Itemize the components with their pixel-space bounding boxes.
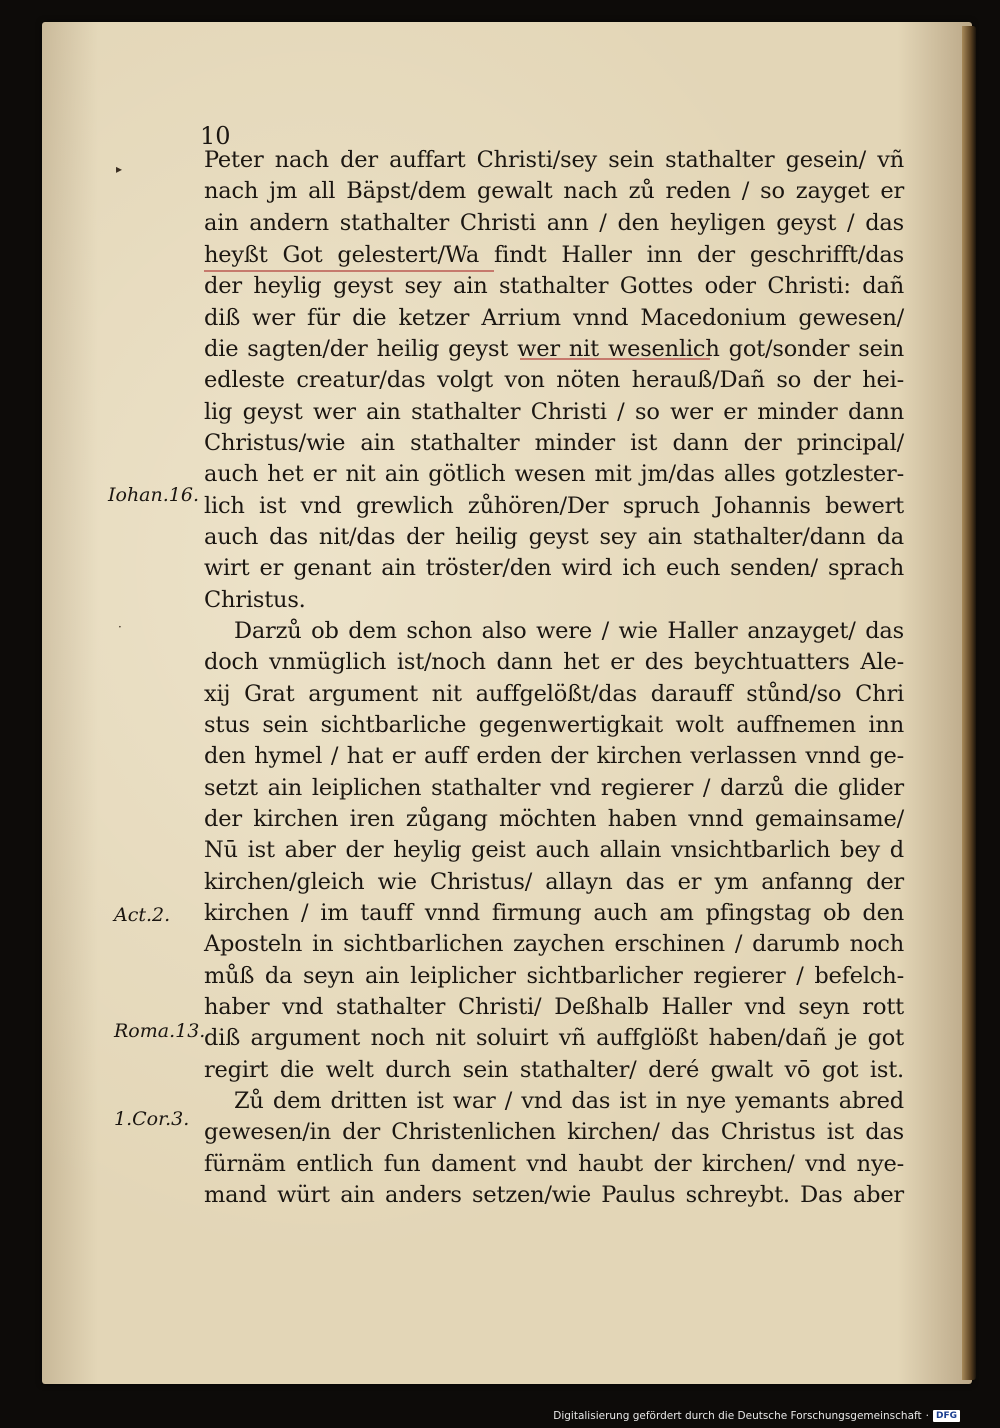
text-line: můß da seyn ain leiplicher sichtbarlicher regierer / befelch- <box>204 963 904 989</box>
text-line: Christus/wie ain stathalter minder ist dann der principal/ <box>204 430 904 456</box>
text-line: Darzů ob dem schon also were / wie Haller anzayget/ das <box>234 618 904 644</box>
text-line: fürnäm entlich fun dament vnd haubt der kirchen/ vnd nye- <box>204 1151 904 1177</box>
text-line: Christus. <box>204 587 306 613</box>
text-line: Nū ist aber der heylig geist auch allain vnsichtbarlich bey d <box>204 837 904 863</box>
margin-dot: ▸ <box>116 162 123 176</box>
text-line: regirt die welt durch sein stathalter/ deré gwalt vō got ist. <box>204 1057 904 1083</box>
text-line: diß argument noch nit soluirt vñ auffglößt haben/dañ je got <box>204 1025 904 1051</box>
text-line: Aposteln in sichtbarlichen zaychen erschinen / darumb noch <box>204 931 904 957</box>
text-line: doch vnmüglich ist/noch dann het er des beychtuatters Ale- <box>204 649 904 675</box>
credit-text: Digitalisierung gefördert durch die Deutsche Forschungsgemeinschaft <box>553 1410 922 1422</box>
text-line: ain andern stathalter Christi ann / den heyligen geyst / das <box>204 210 904 236</box>
text-line: mand würt ain anders setzen/wie Paulus schreybt. Das aber <box>204 1182 904 1208</box>
text-line: kirchen/gleich wie Christus/ allayn das er ym anfanng der <box>204 869 904 895</box>
text-line: lich ist vnd grewlich zůhören/Der spruch Johannis bewert <box>204 493 904 519</box>
text-line: edleste creatur/das volgt von nöten herauß/Dañ so der hei- <box>204 367 904 393</box>
text-line: den hymel / hat er auff erden der kirchen verlassen vnnd ge- <box>204 743 904 769</box>
text-line: xij Grat argument nit auffgelößt/das darauff stůnd/so Chri <box>204 681 904 707</box>
text-line: stus sein sichtbarliche gegenwertigkait wolt auffnemen inn <box>204 712 904 738</box>
text-line: nach jm all Bäpst/dem gewalt nach zů reden / so zayget er <box>204 178 904 204</box>
margin-dot: · <box>118 620 122 634</box>
text-line: auch het er nit ain götlich wesen mit jm/das alles gotzlester- <box>204 461 904 487</box>
text-line: gewesen/in der Christenlichen kirchen/ das Christus ist das <box>204 1119 904 1145</box>
text-line: die sagten/der heilig geyst wer nit wesenlich got/sonder sein <box>204 336 904 362</box>
page-number: 10 <box>200 122 231 150</box>
separator-dot: · <box>925 1410 929 1422</box>
margin-note-johan: Iohan.16. <box>108 484 200 506</box>
margin-note-act: Act.2. <box>114 904 171 926</box>
text-line: kirchen / im tauff vnnd firmung auch am pfingstag ob den <box>204 900 904 926</box>
text-line: Zů dem dritten ist war / vnd das ist in nye yemants abred <box>234 1088 904 1114</box>
text-line: haber vnd stathalter Christi/ Deßhalb Haller vnd seyn rott <box>204 994 904 1020</box>
digitization-credit <box>553 1410 960 1422</box>
text-line: wirt er genant ain tröster/den wird ich euch senden/ sprach <box>204 555 904 581</box>
text-line: setzt ain leiplichen stathalter vnd regierer / darzů die glider <box>204 775 904 801</box>
text-line: auch das nit/das der heilig geyst sey ain stathalter/dann da <box>204 524 904 550</box>
margin-note-roma: Roma.13. <box>114 1020 206 1042</box>
margin-note-cor: 1.Cor.3. <box>114 1108 190 1130</box>
text-line: der heylig geyst sey ain stathalter Gottes oder Christi: dañ <box>204 273 904 299</box>
text-line: der kirchen iren zůgang möchten haben vnnd gemainsame/ <box>204 806 904 832</box>
dfg-logo: DFG <box>933 1410 960 1422</box>
page-edge <box>962 26 976 1380</box>
text-line: heyßt Got gelestert/Wa findt Haller inn der geschrifft/das <box>204 242 904 268</box>
text-line: diß wer für die ketzer Arrium vnnd Macedonium gewesen/ <box>204 305 904 331</box>
text-line: lig geyst wer ain stathalter Christi / so wer er minder dann <box>204 399 904 425</box>
text-line: Peter nach der auffart Christi/sey sein stathalter gesein/ vñ <box>204 147 904 173</box>
